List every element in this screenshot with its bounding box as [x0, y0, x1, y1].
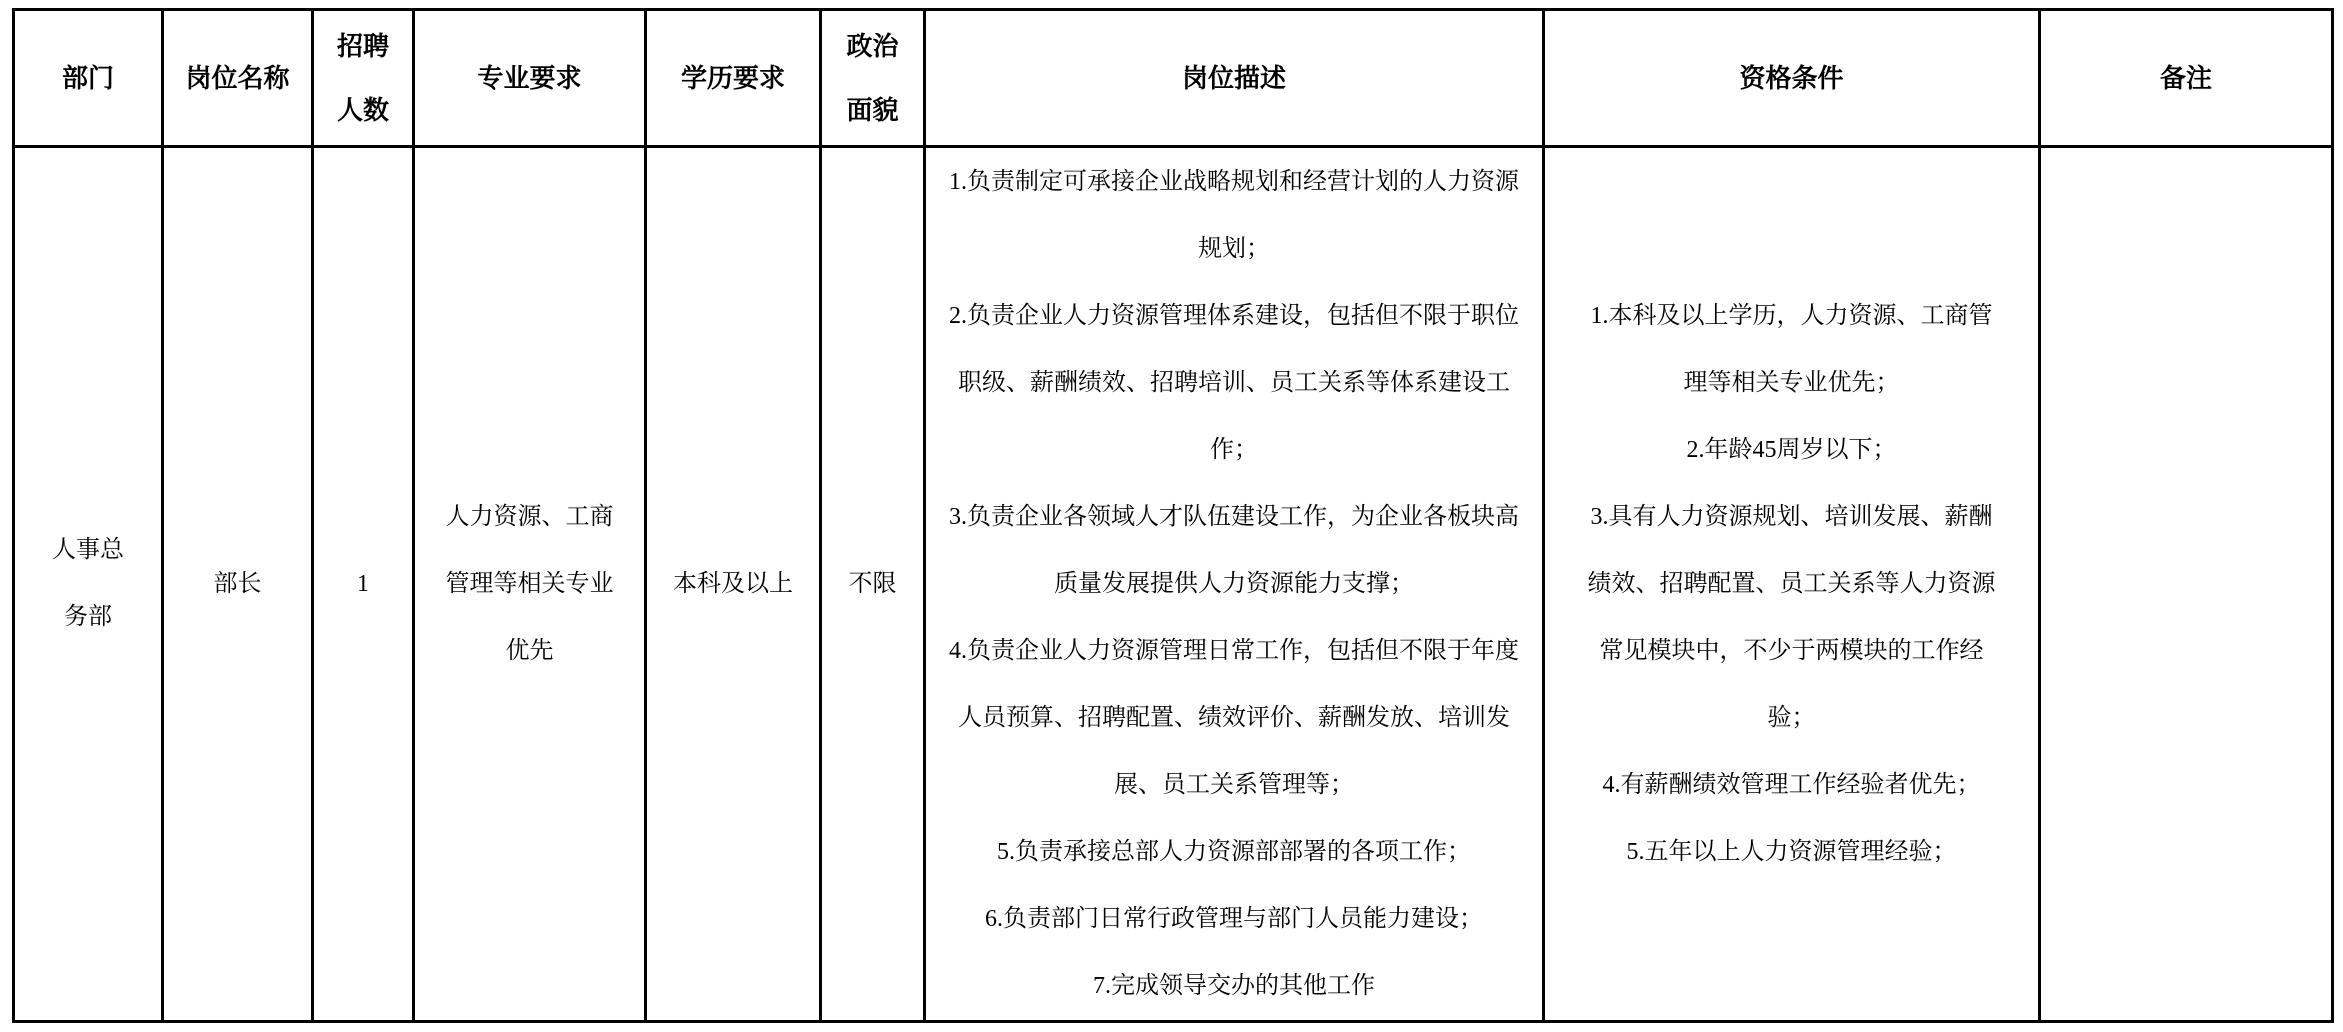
qualification-item: 1.本科及以上学历，人力资源、工商管理等相关专业优先； — [1590, 302, 1993, 396]
cell-department: 人事总务部 — [14, 147, 163, 1022]
header-politics — [821, 10, 925, 147]
table-row — [14, 147, 2333, 1022]
description-item: 7.完成领导交办的其他工作 — [1093, 972, 1375, 999]
header-position: 岗位名称 — [163, 10, 313, 147]
cell-major: 人力资源、工商管理等相关专业优先 — [414, 147, 646, 1022]
header-count — [313, 10, 414, 147]
description-item: 5.负责承接总部人力资源部部署的各项工作； — [997, 838, 1471, 865]
header-row — [14, 10, 2333, 147]
cell-remarks — [2040, 147, 2333, 1022]
cell-count: 1 — [313, 147, 414, 1022]
header-politics-label: 政治面貌 — [846, 31, 899, 125]
cell-politics: 不限 — [821, 147, 925, 1022]
header-remarks: 备注 — [2040, 10, 2333, 147]
cell-position: 部长 — [163, 147, 313, 1022]
header-description: 岗位描述 — [925, 10, 1544, 147]
cell-description — [925, 147, 1544, 1022]
job-posting-table — [12, 8, 2334, 1023]
description-item: 4.负责企业人力资源管理日常工作，包括但不限于年度人员预算、招聘配置、绩效评价、薪酬发放、培训发展、员工关系管理等； — [949, 637, 1519, 798]
header-education: 学历要求 — [646, 10, 821, 147]
header-department: 部门 — [14, 10, 163, 147]
qualification-item: 3.具有人力资源规划、培训发展、薪酬绩效、招聘配置、员工关系等人力资源常见模块中，不少于两模块的工作经验； — [1587, 503, 1996, 731]
cell-qualifications — [1544, 147, 2040, 1022]
qualification-item: 2.年龄45周岁以下； — [1686, 436, 1897, 463]
header-count-label: 招聘人数 — [336, 31, 389, 125]
header-qualifications: 资格条件 — [1544, 10, 2040, 147]
qualification-item: 4.有薪酬绩效管理工作经验者优先； — [1602, 771, 1981, 798]
cell-education: 本科及以上 — [646, 147, 821, 1022]
header-major: 专业要求 — [414, 10, 646, 147]
qualification-item: 5.五年以上人力资源管理经验； — [1626, 838, 1957, 865]
description-item: 1.负责制定可承接企业战略规划和经营计划的人力资源规划； — [949, 168, 1519, 262]
description-item: 3.负责企业各领域人才队伍建设工作，为企业各板块高质量发展提供人力资源能力支撑； — [949, 503, 1519, 597]
description-item: 6.负责部门日常行政管理与部门人员能力建设； — [985, 905, 1483, 932]
description-item: 2.负责企业人力资源管理体系建设，包括但不限于职位职级、薪酬绩效、招聘培训、员工关系等体系建设工作； — [949, 302, 1519, 463]
